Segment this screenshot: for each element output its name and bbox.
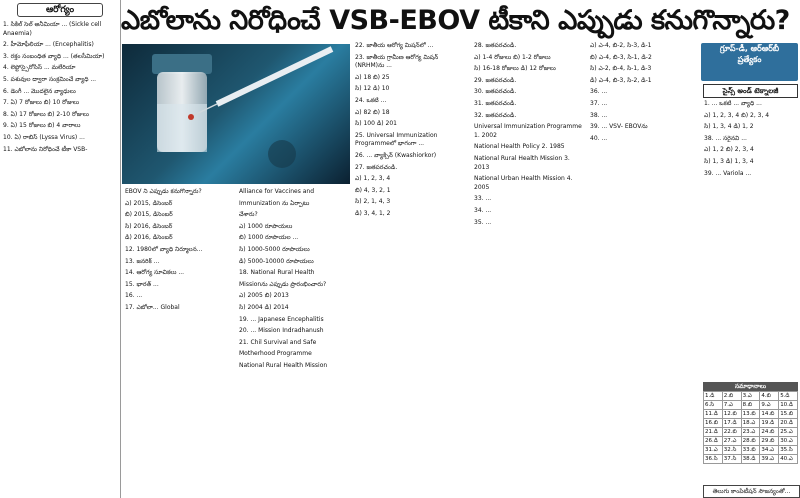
question-item: 35. ... xyxy=(474,218,492,226)
section-title: ఆరోగ్యం xyxy=(17,3,103,17)
answer-cell: 14.బి xyxy=(760,410,779,419)
category-line-1: గ్రూప్-డీ, ఆర్ఆర్‌బీ xyxy=(719,44,780,53)
answer-cell: 6.సి xyxy=(704,401,723,410)
question-item: 26. ... వ్యాక్సిన్ (Kwashiorkor) xyxy=(355,151,437,159)
question-item: 39. ... VSV- EBOVను xyxy=(590,123,648,131)
answer-cell: 40.ఎ xyxy=(779,455,798,464)
answer-cell: 38.డి xyxy=(741,455,760,464)
answer-row xyxy=(704,446,798,455)
column-6 xyxy=(701,100,800,378)
question-item: డి) ఎ-4, బి-3, సి-2, డి-1 xyxy=(590,76,652,84)
question-item: ఎ) 2005 బి) 2013 xyxy=(239,292,289,300)
question-item: 24. ఒకటి ... xyxy=(355,96,387,104)
question-item: ఎ) 18 బి) 25 xyxy=(355,73,390,81)
answer-cell: 22.బి xyxy=(722,428,741,437)
vaccine-photo xyxy=(122,44,350,184)
answer-cell: 5.డి xyxy=(779,392,798,401)
answer-row xyxy=(704,455,798,464)
question-item: 1. ... ఒకటి ... వ్యాధి ... xyxy=(704,100,762,107)
headline: ఎబోలాను నిరోధించే VSB-EBOV టీకాని ఎప్పుడు కనుగొన్నారు? xyxy=(121,5,790,36)
answer-key-title: సమాధానాలు xyxy=(703,382,798,391)
question-item: చేశారు? xyxy=(239,211,258,219)
question-item: 7. ఏ) 7 రోజులు బి) 10 రోజులు xyxy=(3,99,80,107)
question-item: సి) 1000-5000 రూపాయలు xyxy=(239,245,310,253)
question-list-1 xyxy=(0,21,120,154)
answer-cell: 11.డి xyxy=(704,410,723,419)
question-item: సి) ఎ-2, బి-4, సి-1, డి-3 xyxy=(590,65,652,73)
answer-cell: 8.బి xyxy=(741,401,760,410)
question-item: 17. ఎబోలా... Global xyxy=(125,303,180,311)
answer-row xyxy=(704,419,798,428)
question-item: 25. Universal Immunization Programmeలో భాగంగా ... xyxy=(355,131,438,148)
answer-table xyxy=(703,391,798,464)
answer-cell: 25.ఎ xyxy=(779,428,798,437)
question-item: 6. డెంగీ ... మొదలైన వ్యాధులు xyxy=(3,87,76,95)
answer-cell: 1.డి xyxy=(704,392,723,401)
question-item: 18. National Rural Health xyxy=(239,269,315,277)
subject-label: సైన్స్ అండ్ టెక్నాలజీ xyxy=(703,84,798,98)
question-item: Motherhood Programme xyxy=(239,350,312,358)
question-item: 16. ... xyxy=(125,292,143,300)
question-item: 27. జతపరచండి. xyxy=(355,163,398,171)
question-item: 12. 1980లో వ్యాధి నిర్మూలన... xyxy=(125,245,203,253)
question-item: EBOV ని ఎప్పుడు కనుగొన్నారు? xyxy=(125,188,202,195)
question-item: సి) 2004 డి) 2014 xyxy=(239,303,289,311)
answer-cell: 9.ఎ xyxy=(760,401,779,410)
answer-cell: 18.ఎ xyxy=(741,419,760,428)
question-item: ఎ) 1, 2, 3, 4 xyxy=(355,175,391,183)
answer-cell: 34.ఎ xyxy=(760,446,779,455)
answer-cell: 37.సి xyxy=(722,455,741,464)
question-item: 38. ... సరైనవి ... xyxy=(704,134,747,142)
answer-cell: 12.బి xyxy=(722,410,741,419)
question-item: డి) 2016, డిసెంబర్ xyxy=(125,234,173,242)
question-item: 34. ... xyxy=(474,206,492,214)
answer-row xyxy=(704,401,798,410)
question-item: సి) 16-18 రోజులు డి) 12 రోజులు xyxy=(474,65,556,73)
question-item: 29. జతపరచండి. xyxy=(474,76,517,84)
question-item: Immunization ను ఏర్పాటు xyxy=(239,199,310,207)
answer-cell: 21.డి xyxy=(704,428,723,437)
question-item: National Urban Health Mission 4. 2005 xyxy=(474,175,573,191)
question-item: 39. ... Variola ... xyxy=(704,169,752,177)
question-item: సి) 1, 3 డి) 1, 3, 4 xyxy=(704,157,754,165)
question-item: ఎ) 2015, డిసెంబర్ xyxy=(125,199,173,207)
answer-cell: 31.ఎ xyxy=(704,446,723,455)
question-item: డి) 5000-10000 రూపాయలు xyxy=(239,257,314,265)
question-item: 10. ఏ) రాబిస్ (Lyssa Virus) ... xyxy=(3,133,85,141)
answer-cell: 10.డి xyxy=(779,401,798,410)
answer-cell: 4.బి xyxy=(760,392,779,401)
subcolumn-right xyxy=(236,188,350,374)
answer-cell: 7.ఎ xyxy=(722,401,741,410)
vaccine-illustration xyxy=(122,44,350,184)
answer-cell: 24.బి xyxy=(760,428,779,437)
footer-note: తెలుగు కాంపిటీషన్ సౌజన్యంతో... xyxy=(703,485,800,498)
question-item: 13. జనరిక్ ... xyxy=(125,257,160,265)
question-item: బి) 1000 రూపాయల ... xyxy=(239,234,299,242)
question-item: 11. ఎబోలాను నిరోధించే టీకా VSB- xyxy=(3,145,88,153)
question-item: ఎ) 82 బి) 18 xyxy=(355,108,390,116)
question-item: 33. ... xyxy=(474,195,492,203)
question-item: National Rural Health Mission xyxy=(239,361,328,369)
answer-cell: 29.బి xyxy=(760,437,779,446)
question-item: 5. పశువుల ద్వారా సంక్రమించే వ్యాధి ... xyxy=(3,75,97,83)
question-item: సి) 12 డి) 10 xyxy=(355,85,390,93)
question-item: 1. సికిల్ సెల్ అనీమియా ... (Sickle cell Anaemia) xyxy=(3,21,102,37)
answer-cell: 35.సి xyxy=(779,446,798,455)
question-item: 31. జతపరచండి. xyxy=(474,99,517,107)
answer-cell: 30.ఎ xyxy=(779,437,798,446)
question-item: 23. జాతీయ గ్రామీణ ఆరోగ్య మిషన్ (NRHM)ను ... xyxy=(355,53,439,70)
category-box xyxy=(701,43,798,81)
question-item: సి) 2016, డిసెంబర్ xyxy=(125,222,173,230)
question-item: 8. ఏ) 17 రోజులు బి) 2-10 రోజులు xyxy=(3,110,89,118)
question-item: 36. ... xyxy=(590,88,608,96)
answer-cell: 16.బి xyxy=(704,419,723,428)
answer-cell: 33.బి xyxy=(741,446,760,455)
question-item: సి) 1, 3, 4 డి) 1, 2 xyxy=(704,123,754,131)
question-item: Missionను ఎప్పుడు ప్రారంభించారు? xyxy=(239,280,327,288)
question-item: 14. ఆరోగ్య సూచికలు ... xyxy=(125,269,185,277)
question-item: 9. ఏ) 15 రోజులు బి) 4 వారాలు xyxy=(3,122,81,130)
category-line-2: ప్రత్యేకం xyxy=(737,55,762,64)
answer-cell: 39.ఎ xyxy=(760,455,779,464)
question-item: National Health Policy 2. 1985 xyxy=(474,143,565,151)
question-item: 19. ... Japanese Encephalitis xyxy=(239,315,324,323)
question-item: 40. ... xyxy=(590,134,608,142)
question-item: 38. ... xyxy=(590,111,608,119)
question-item: 4. లెప్టోస్పైరోసిస్ ... మలేరియా xyxy=(3,64,76,72)
question-item: Alliance for Vaccines and xyxy=(239,188,315,195)
question-item: సి) 2, 1, 4, 3 xyxy=(355,198,391,206)
answer-key xyxy=(703,382,798,464)
question-item: 20. ... Mission Indradhanush xyxy=(239,327,324,335)
question-item: ఎ) 1-4 రోజులు బి) 1-2 రోజులు xyxy=(474,53,551,61)
question-item: ఎ) ఎ-4, బి-2, సి-3, డి-1 xyxy=(590,42,652,49)
answer-cell: 20.డి xyxy=(779,419,798,428)
subcolumn-left xyxy=(122,188,232,316)
answer-cell: 19.డి xyxy=(760,419,779,428)
answer-cell: 27.ఎ xyxy=(722,437,741,446)
question-item: డి) 3, 4, 1, 2 xyxy=(355,209,391,217)
column-4 xyxy=(471,42,586,498)
answer-cell: 13.బి xyxy=(741,410,760,419)
question-item: ఎ) 1, 2, 3, 4 బి) 2, 3, 4 xyxy=(704,111,770,119)
question-item: బి) 2015, డిసెంబర్ xyxy=(125,211,173,219)
question-item: 22. జాతీయ ఆరోగ్య మిషన్‌లో ... xyxy=(355,42,434,49)
question-item: సి) 100 డి) 201 xyxy=(355,120,397,128)
question-item: 28. జతపరచండి. xyxy=(474,42,517,49)
answer-cell: 15.బి xyxy=(779,410,798,419)
question-item: 30. జతపరచండి. xyxy=(474,88,517,96)
answer-cell: 23.ఎ xyxy=(741,428,760,437)
answer-cell: 3.ఎ xyxy=(741,392,760,401)
column-1 xyxy=(0,0,121,498)
answer-cell: 26.డి xyxy=(704,437,723,446)
answer-cell: 36.సి xyxy=(704,455,723,464)
question-item: Universal Immunization Programme 1. 2002 xyxy=(474,123,582,139)
answer-cell: 2.బి xyxy=(722,392,741,401)
question-item: బి) ఎ-4, బి-3, సి-1, డి-2 xyxy=(590,53,652,61)
answer-row xyxy=(704,428,798,437)
question-item: ఎ) 1000 రూపాయలు xyxy=(239,222,293,230)
answer-row xyxy=(704,392,798,401)
question-item: బి) 4, 3, 2, 1 xyxy=(355,186,391,194)
answer-cell: 32.సి xyxy=(722,446,741,455)
question-item: 2. హీమోఫీలియా ... (Encephalitis) xyxy=(3,41,94,49)
answer-row xyxy=(704,437,798,446)
question-item: 21. Chil Survival and Safe xyxy=(239,338,317,346)
answer-cell: 28.బి xyxy=(741,437,760,446)
question-item: 3. రక్తం సంబంధిత వ్యాధి ... (తలసీమియా) xyxy=(3,52,105,60)
question-item: ఎ) 1, 2 బి) 2, 3, 4 xyxy=(704,146,754,154)
question-item: 37. ... xyxy=(590,99,608,107)
question-item: 15. భారత్ ... xyxy=(125,280,159,288)
column-3 xyxy=(352,42,470,498)
column-5 xyxy=(587,42,700,498)
question-item: National Rural Health Mission 3. 2013 xyxy=(474,154,570,171)
answer-cell: 17.డి xyxy=(722,419,741,428)
question-item: 32. జతపరచండి. xyxy=(474,111,517,119)
answer-row xyxy=(704,410,798,419)
